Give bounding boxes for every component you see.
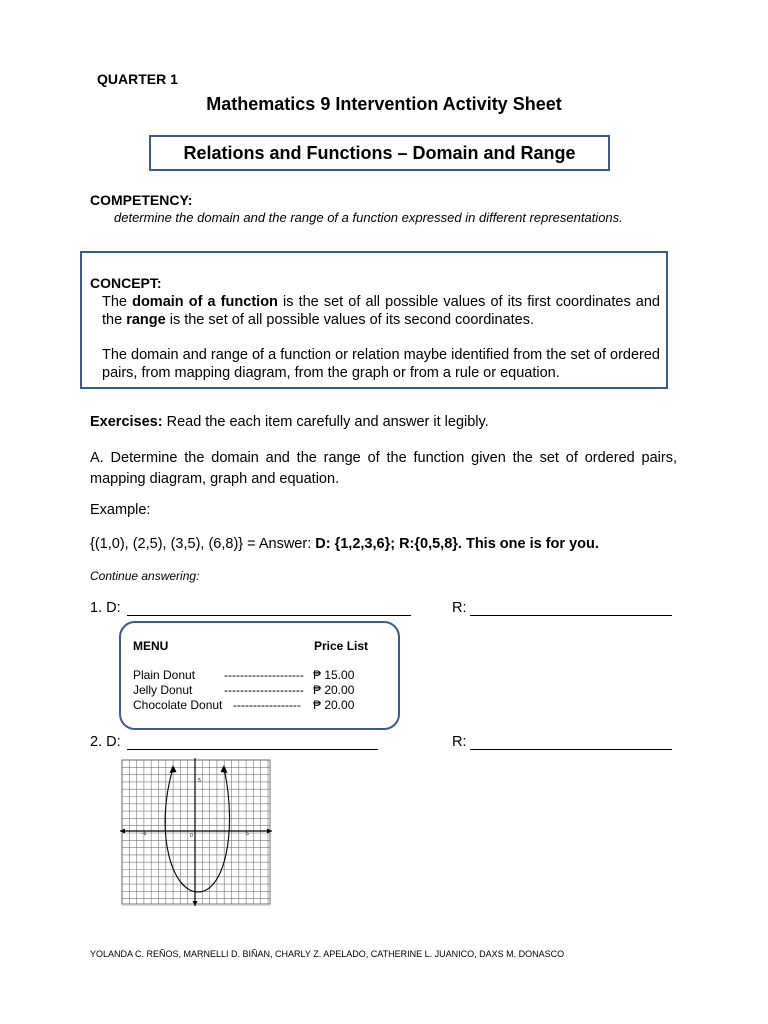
curve-left-arrow-icon <box>170 765 177 773</box>
exercises-label: Exercises: <box>90 414 163 430</box>
menu-item-leader: ----------------- <box>233 698 301 712</box>
exercises-text: Read the each item carefully and answer it legibly. <box>162 414 489 430</box>
item-1-domain-label: 1. D: <box>90 600 121 616</box>
tick-label: 5 <box>246 831 249 837</box>
example-line <box>90 536 599 552</box>
tick-label: 0 <box>190 833 193 839</box>
example-set: {(1,0), (2,5), (3,5), (6,8)} = Answer: <box>90 536 316 552</box>
tick-label: 5 <box>198 778 201 784</box>
domain-term: domain of a function <box>132 294 278 310</box>
concept-text: The <box>102 294 133 310</box>
example-answer: D: {1,2,3,6}; R:{0,5,8}. This one is for you. <box>315 536 599 552</box>
part-a-instruction: A. Determine the domain and the range of the function given the set of ordered pairs, mapping diagram, graph and equation. <box>90 450 677 487</box>
menu-item-leader: -------------------- <box>224 668 304 682</box>
example-label: Example: <box>90 502 151 518</box>
menu-item-price: ₱ 20.00 <box>313 683 355 697</box>
price-list-title: Price List <box>314 639 369 653</box>
range-term: range <box>126 312 166 328</box>
concept-paragraph-2: The domain and range of a function or relation maybe identified from the set of ordered pairs, from mapping diagram, from the graph or from a rule or equation. <box>102 347 660 381</box>
concept-text: is the set of all possible values of its first coordinates and the <box>102 294 660 328</box>
menu-item-leader: -------------------- <box>224 683 304 697</box>
topic-title-box <box>149 135 610 171</box>
concept-label: CONCEPT: <box>90 275 162 291</box>
exercises-instruction <box>90 414 489 430</box>
menu-item-price: ₱ 15.00 <box>313 668 355 682</box>
y-axis-down-arrow-icon <box>193 901 198 906</box>
competency-text: determine the domain and the range of a function expressed in different representations. <box>114 210 623 225</box>
item-2-range-blank[interactable] <box>470 749 672 750</box>
footer-authors: YOLANDA C. REÑOS, MARNELLI D. BIÑAN, CHARLY Z. APELADO, CATHERINE L. JUANICO, DAXS M. DONASCO <box>90 949 565 959</box>
page-title: Mathematics 9 Intervention Activity Sheet <box>206 94 562 114</box>
topic-title: Relations and Functions – Domain and Range <box>183 142 576 163</box>
quarter-label: QUARTER 1 <box>97 71 178 87</box>
item-1-range-blank[interactable] <box>470 615 672 616</box>
parabola-curve <box>165 768 229 892</box>
tick-label: -5 <box>142 831 147 837</box>
menu-item-price: ₱ 20.00 <box>313 698 355 712</box>
item-2-domain-label: 2. D: <box>90 734 121 750</box>
menu-item-name: Jelly Donut <box>133 683 193 697</box>
item-1-range-label: R: <box>452 600 467 616</box>
concept-text: is the set of all possible values of its second coordinates. <box>165 312 535 328</box>
item-2-range-label: R: <box>452 734 467 750</box>
concept-paragraph-1 <box>102 293 660 329</box>
competency-label: COMPETENCY: <box>90 192 193 208</box>
item-1-domain-blank[interactable] <box>127 615 411 616</box>
menu-item-name: Chocolate Donut <box>133 698 223 712</box>
parabola-graph <box>120 758 272 906</box>
item-2-domain-blank[interactable] <box>127 749 378 750</box>
continue-label: Continue answering: <box>90 569 200 583</box>
curve-right-arrow-icon <box>221 765 228 773</box>
menu-title: MENU <box>133 639 169 653</box>
menu-item-name: Plain Donut <box>133 668 196 682</box>
